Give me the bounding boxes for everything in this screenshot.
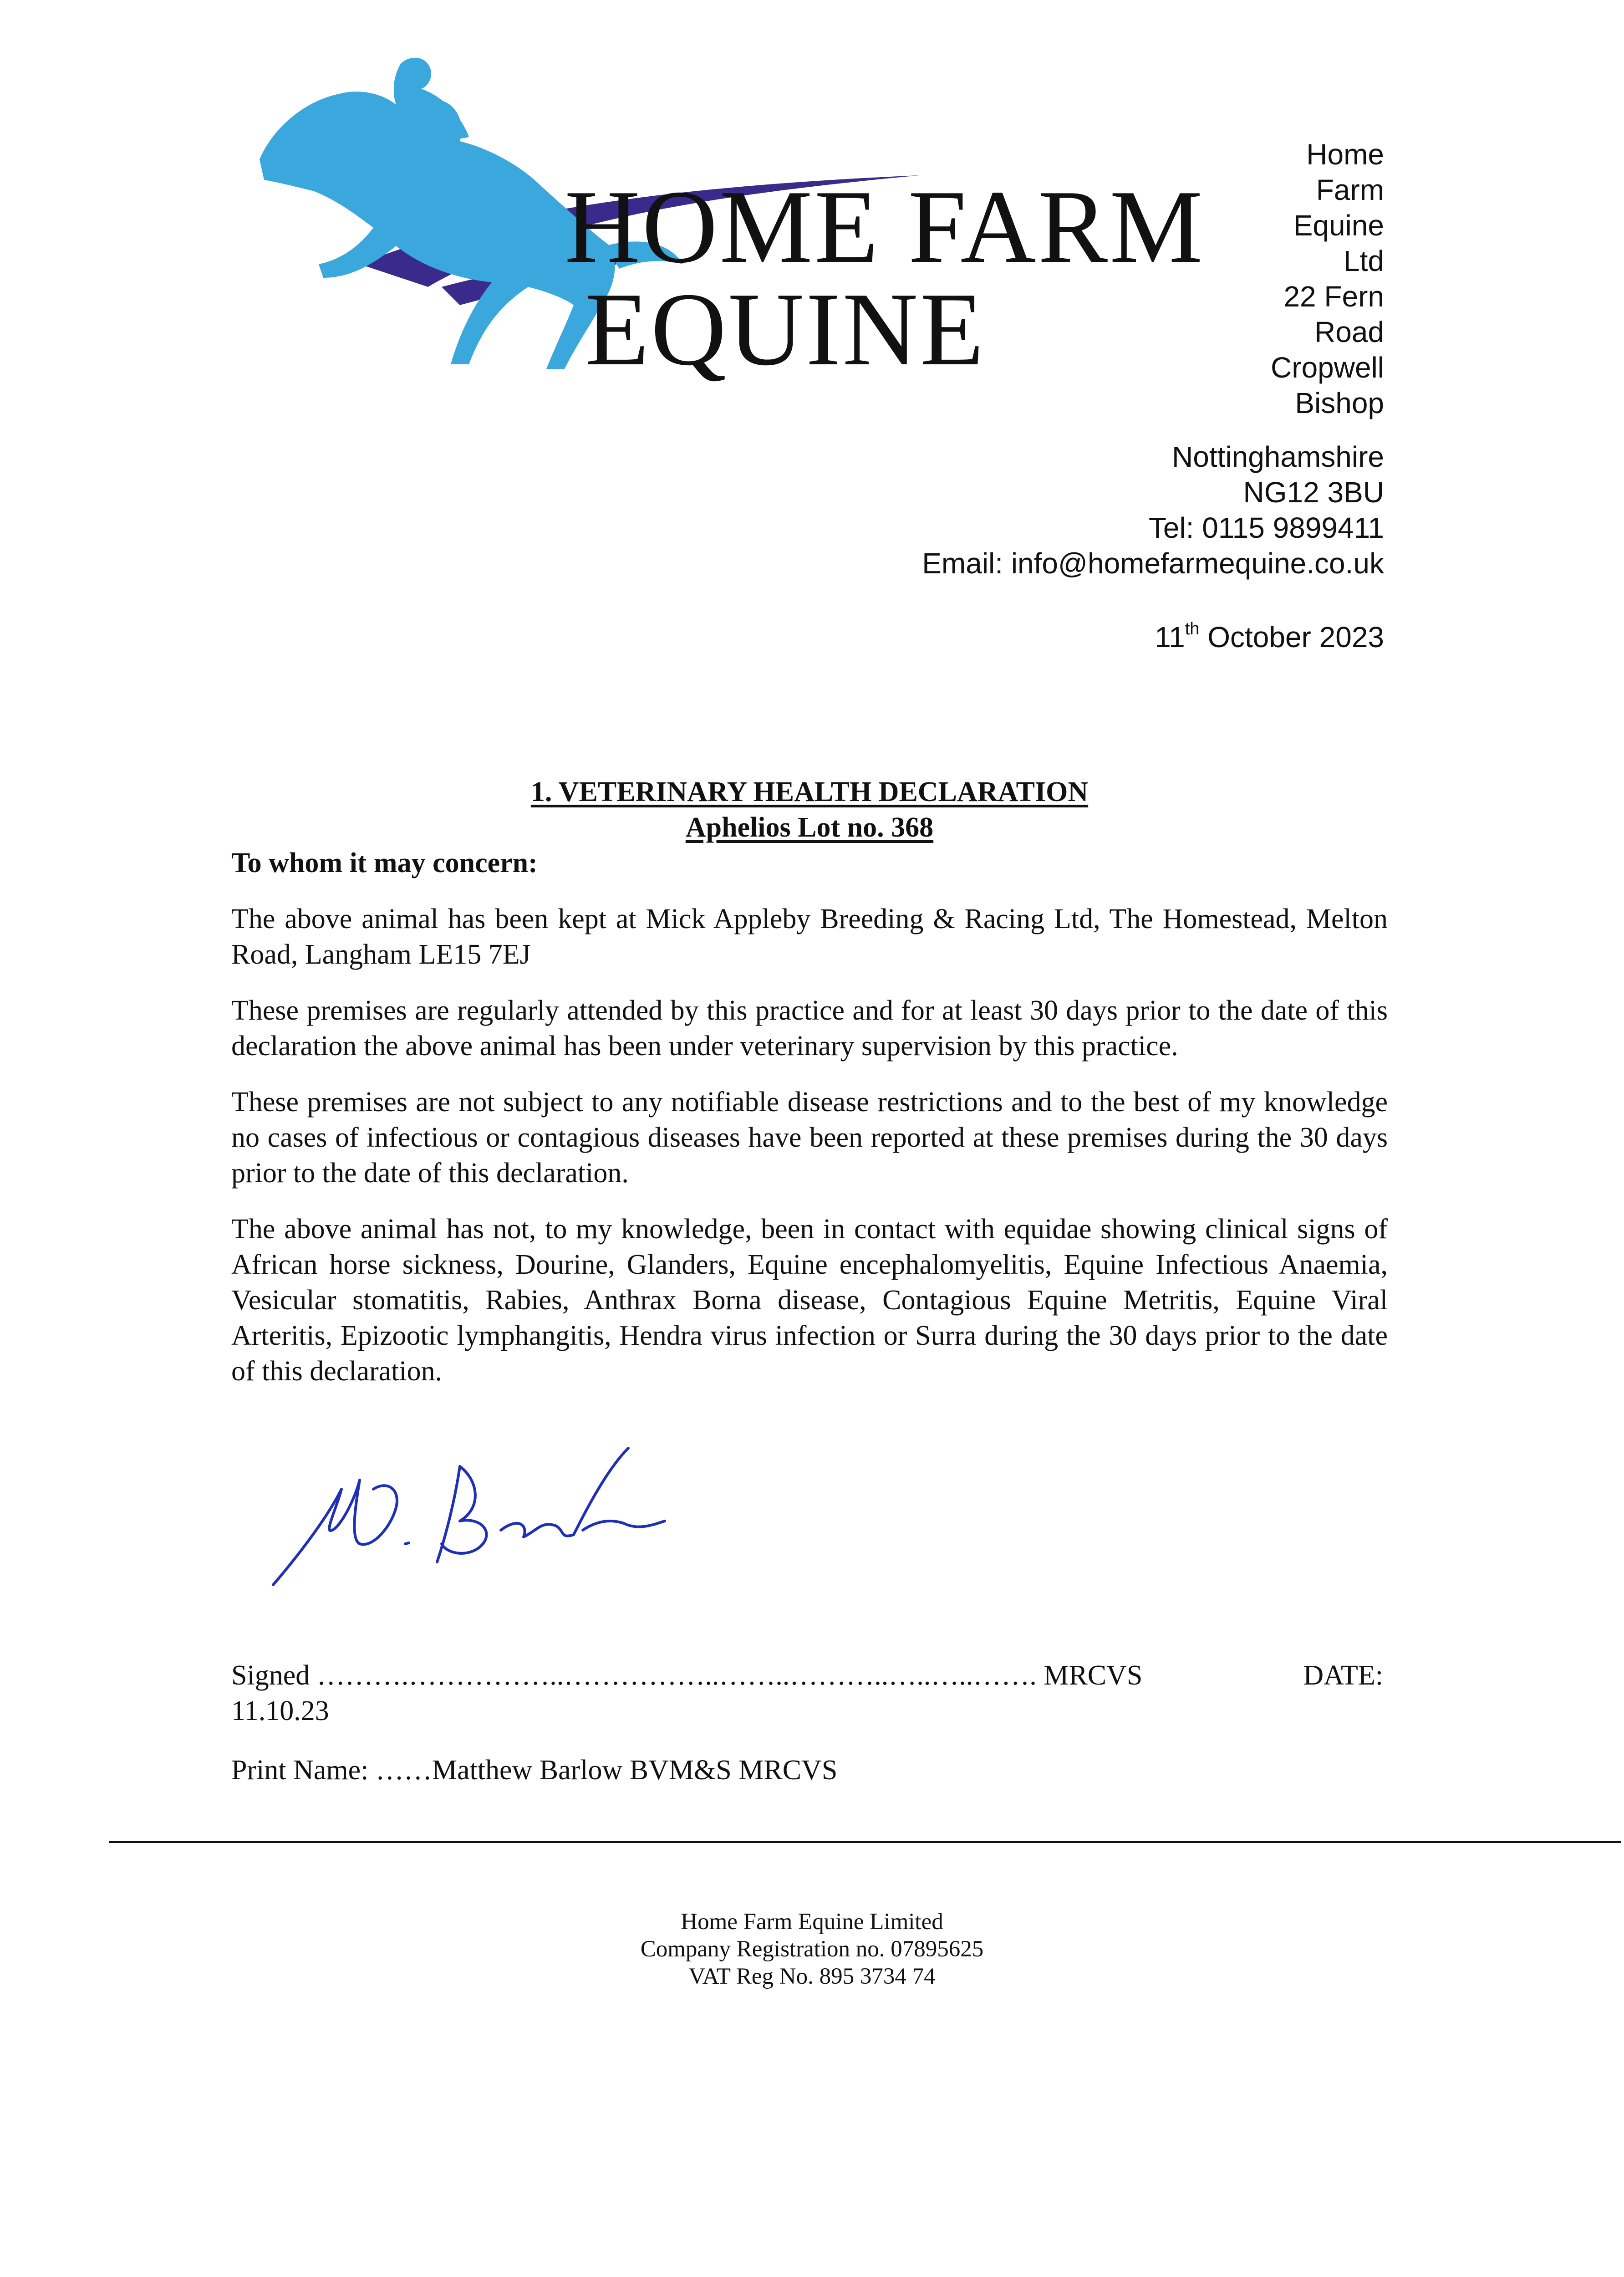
signed-date-label: DATE: (1303, 1660, 1383, 1691)
address-line: 22 Fern (1283, 280, 1384, 313)
paragraph-contact: The above animal has not, to my knowledge, been in contact with equidae showing clinical signs of African horse sickness, Dourine, Glanders, Equine encephalomyelitis, Equine Infectious Anaemia, Vesicular stomatitis, Rabies, Anthrax Borna disease, Contagious Equine Metritis, Equine Viral Arteritis, Epizootic lymphangitis, Hendra virus infection or Surra during the 30 days prior to the date of this declaration. (231, 1214, 1388, 1387)
company-address (865, 137, 1384, 581)
date-suffix: th (1185, 619, 1200, 638)
address-line: Farm (1316, 174, 1384, 206)
declaration-body (231, 774, 1388, 1389)
footer-divider (109, 1841, 1621, 1843)
footer-company: Home Farm Equine Limited (681, 1909, 943, 1935)
signed-date-value: 11.10.23 (231, 1695, 329, 1726)
date-day: 11 (1155, 621, 1185, 653)
greeting: To whom it may concern: (231, 847, 538, 878)
paragraph-restrictions: These premises are not subject to any notifiable disease restrictions and to the best of my knowledge no cases of infectious or contagious diseases have been reported at these premises during the 30 days prior to the date of this declaration. (231, 1087, 1388, 1189)
paragraph-premises: The above animal has been kept at Mick Appleby Breeding & Racing Ltd, The Homestead, Melton Road, Langham LE15 7EJ (231, 904, 1388, 970)
letter-date (865, 619, 1384, 655)
company-footer (0, 1908, 1624, 1990)
handwritten-signature (264, 1439, 683, 1594)
logo-line2: EQUINE (585, 271, 986, 387)
address-county: Nottinghamshire (1172, 440, 1384, 473)
signed-line (231, 1658, 1388, 1729)
footer-vat: VAT Reg No. 895 3734 74 (688, 1964, 936, 1989)
address-email: Email: info@homefarmequine.co.uk (922, 547, 1384, 580)
logo-line1: HOME FARM (565, 168, 1205, 285)
address-line: Bishop (1295, 387, 1384, 419)
date-rest: October 2023 (1199, 621, 1384, 653)
signed-label: Signed ……….……………..……………..……..………..…..…..……. MRCVS (231, 1660, 1143, 1691)
footer-registration: Company Registration no. 07895625 (640, 1936, 984, 1962)
address-phone: Tel: 0115 9899411 (1148, 511, 1384, 544)
logo-horse (260, 92, 615, 369)
print-name: Print Name: ……Matthew Barlow BVM&S MRCVS (231, 1755, 838, 1786)
declaration-subtitle (231, 810, 1388, 845)
signature-icon (264, 1439, 683, 1594)
address-gap (865, 421, 1384, 439)
address-line: Ltd (1344, 245, 1384, 277)
address-postcode: NG12 3BU (1243, 476, 1384, 509)
paragraph-supervision: These premises are regularly attended by this practice and for at least 30 days prior to the date of this declaration the above animal has been under veterinary supervision by this practice. (231, 995, 1388, 1062)
address-line: Cropwell (1271, 351, 1384, 384)
address-line: Home (1306, 138, 1384, 171)
declaration-title (231, 774, 1388, 810)
address-line: Equine (1293, 209, 1384, 242)
address-line: Road (1314, 316, 1384, 348)
declaration-subtitle-text: Aphelios Lot no. 368 (685, 812, 934, 843)
declaration-title-text: 1. VETERINARY HEALTH DECLARATION (530, 776, 1089, 807)
